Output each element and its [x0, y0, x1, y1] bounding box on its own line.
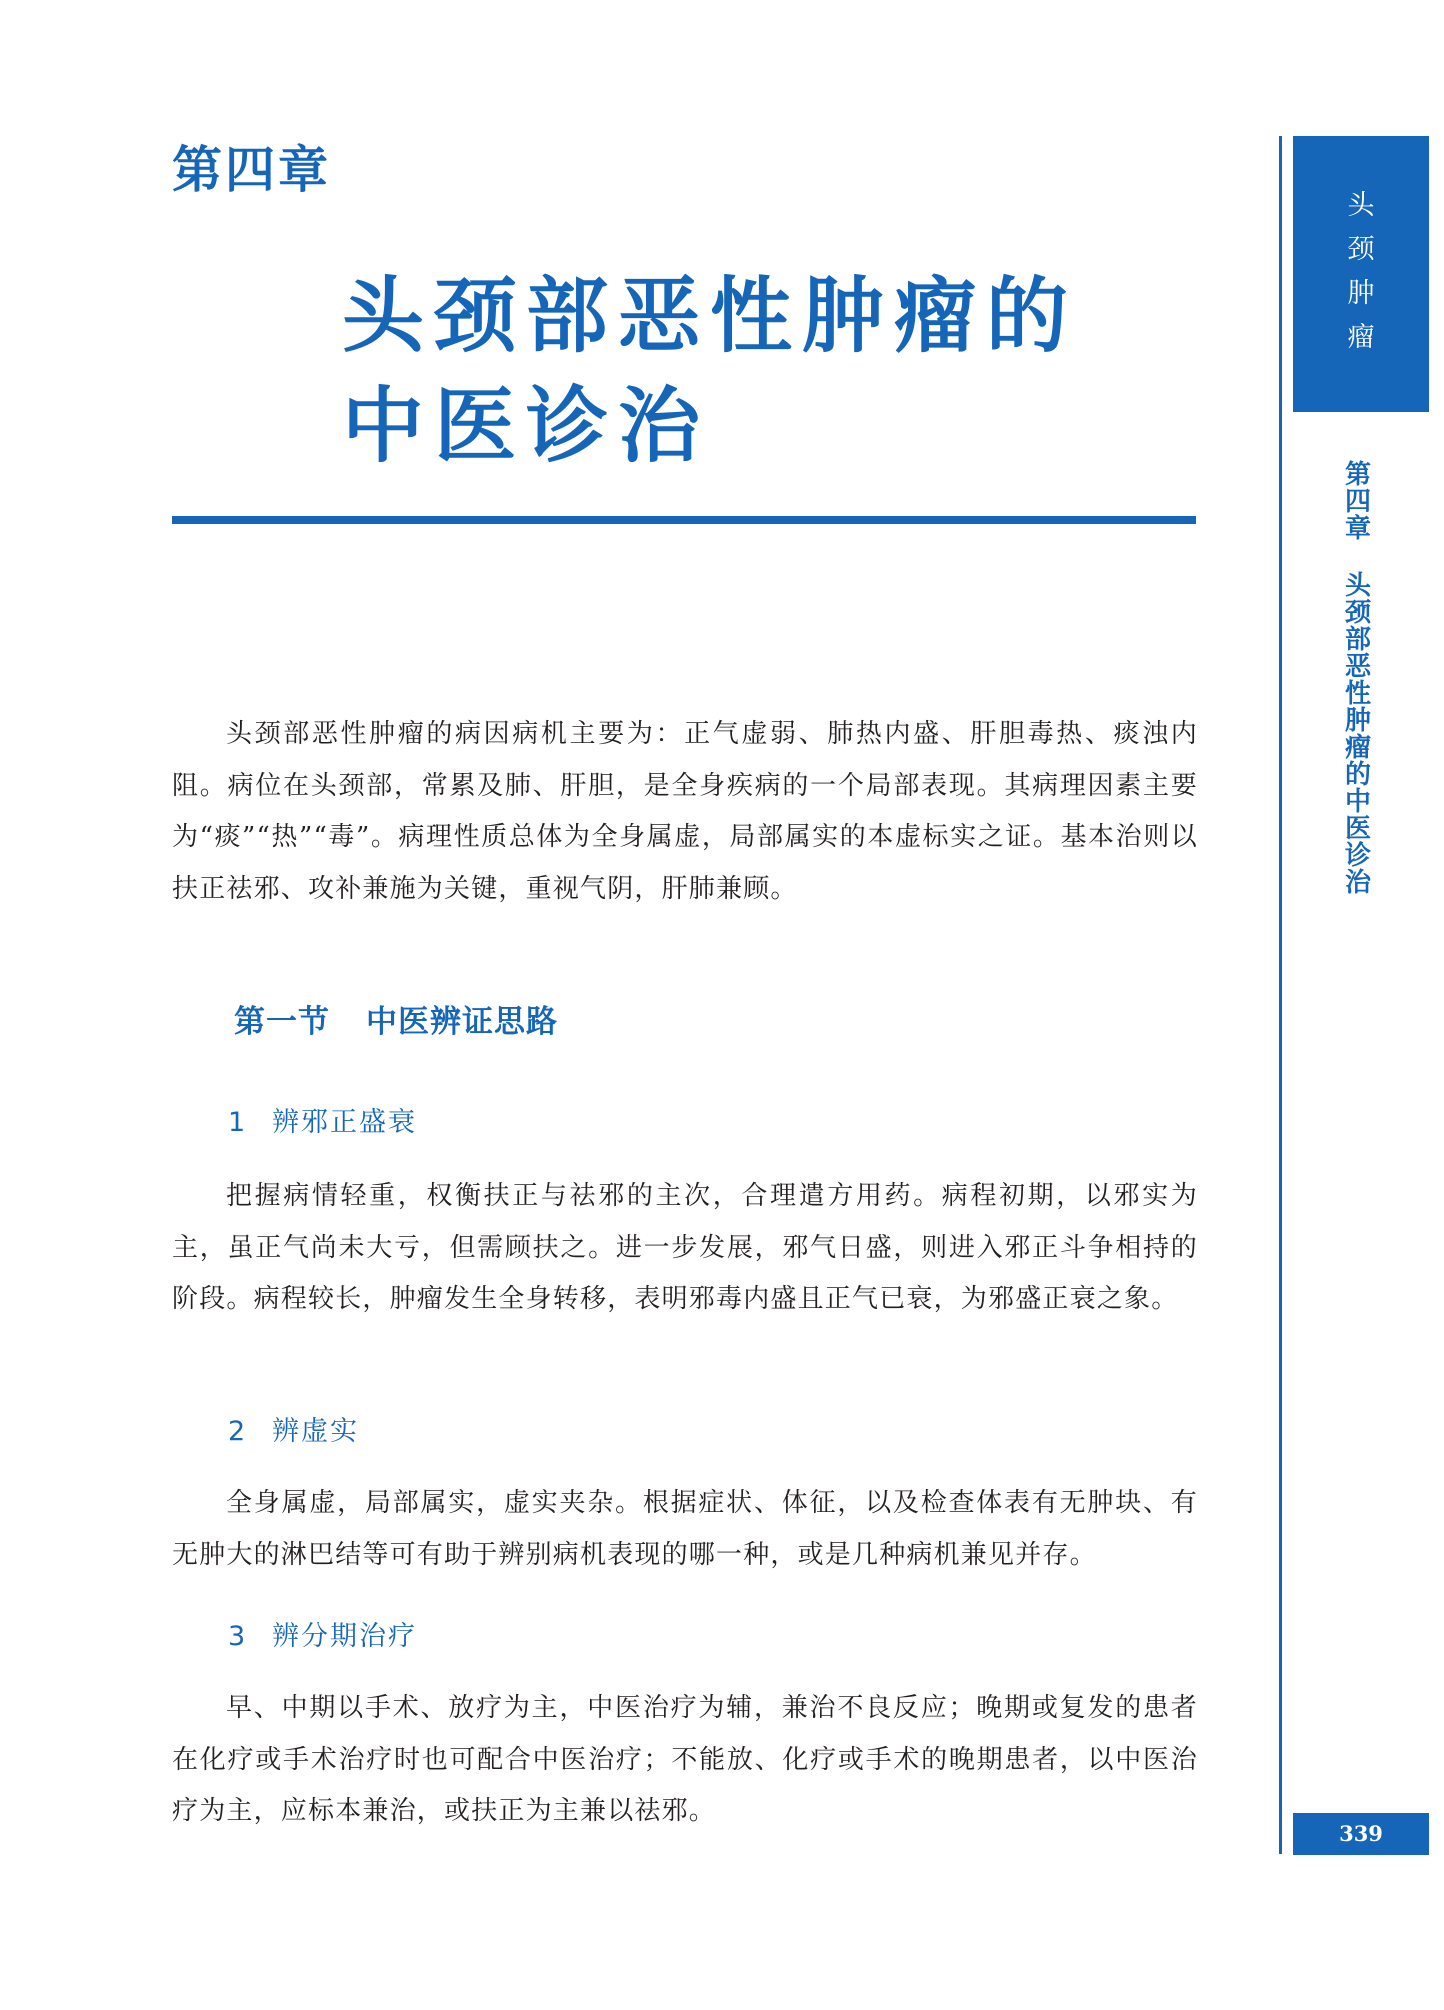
intro-paragraph: 头颈部恶性肿瘤的病因病机主要为：正气虚弱、肺热内盛、肝胆毒热、痰浊内阻。病位在头颈部，常累及肺、肝胆，是全身疾病的一个局部表现。其病理因素主要为“痰”“热”“毒”。病理性质总体为全身属虚，局部属实的本虚标实之证。基本治则以扶正祛邪、攻补兼施为关键，重视气阴，肝肺兼顾。	[172, 719, 1198, 904]
running-char: 章	[1344, 514, 1371, 544]
side-tab-char: 瘤	[1347, 322, 1375, 353]
subsection-number: 3	[228, 1621, 248, 1652]
subsection-paragraph-3: 早、中期以手术、放疗为主，中医治疗为辅，兼治不良反应；晚期或复发的患者在化疗或手术治疗时也可配合中医治疗；不能放、化疗或手术的晚期患者，以中医治疗为主，应标本兼治，或扶正为主兼以祛邪。	[172, 1693, 1198, 1826]
side-tab	[1293, 136, 1429, 412]
running-char: 性	[1344, 679, 1371, 709]
subsection-heading-3	[228, 1614, 417, 1653]
title-divider	[172, 516, 1196, 524]
chapter-title	[342, 262, 1078, 482]
chapter-title-line-1: 头颈部恶性肿瘤的	[342, 269, 1079, 364]
side-tab-char: 头	[1347, 190, 1375, 221]
running-char: 头	[1344, 571, 1371, 601]
running-char: 中	[1344, 787, 1371, 817]
subsection-paragraph-1: 把握病情轻重，权衡扶正与祛邪的主次，合理遣方用药。病程初期，以邪实为主，虽正气尚未大亏，但需顾扶之。进一步发展，邪气日盛，则进入邪正斗争相持的阶段。病程较长，肿瘤发生全身转移，表明邪毒内盛且正气已衰，为邪盛正衰之象。	[172, 1181, 1198, 1314]
side-tab-char: 颈	[1347, 234, 1375, 265]
subsection-title: 辨邪正盛衰	[272, 1107, 417, 1138]
running-char: 医	[1344, 814, 1371, 844]
subsection-title: 辨虚实	[272, 1416, 359, 1447]
section-title-text: 中医辨证思路	[366, 1004, 558, 1040]
running-char: 瘤	[1344, 733, 1371, 763]
running-char: 四	[1344, 487, 1371, 517]
page-number: 339	[1293, 1813, 1429, 1855]
running-char: 部	[1344, 625, 1371, 655]
running-chapter-title	[1336, 462, 1380, 897]
section-number: 第一节	[234, 1004, 330, 1040]
subsection-number: 1	[228, 1107, 248, 1138]
subsection-heading-2	[228, 1409, 359, 1448]
margin-rule	[1279, 136, 1282, 1854]
chapter-label: 第四章	[172, 141, 331, 199]
running-char: 颈	[1344, 598, 1371, 628]
subsection-number: 2	[228, 1416, 248, 1447]
section-heading	[234, 996, 558, 1041]
running-char: 恶	[1344, 652, 1371, 682]
running-char: 诊	[1344, 841, 1371, 871]
running-char: 第	[1344, 460, 1371, 490]
side-tab-char: 肿	[1347, 278, 1375, 309]
running-char: 肿	[1344, 706, 1371, 736]
subsection-title: 辨分期治疗	[272, 1621, 417, 1652]
running-char: 的	[1344, 760, 1371, 790]
subsection-heading-1	[228, 1100, 417, 1139]
subsection-paragraph-2: 全身属虚，局部属实，虚实夹杂。根据症状、体征，以及检查体表有无肿块、有无肿大的淋巴结等可有助于辨别病机表现的哪一种，或是几种病机兼见并存。	[172, 1488, 1198, 1570]
running-char: 治	[1344, 868, 1371, 898]
chapter-title-line-2: 中医诊治	[342, 379, 711, 474]
